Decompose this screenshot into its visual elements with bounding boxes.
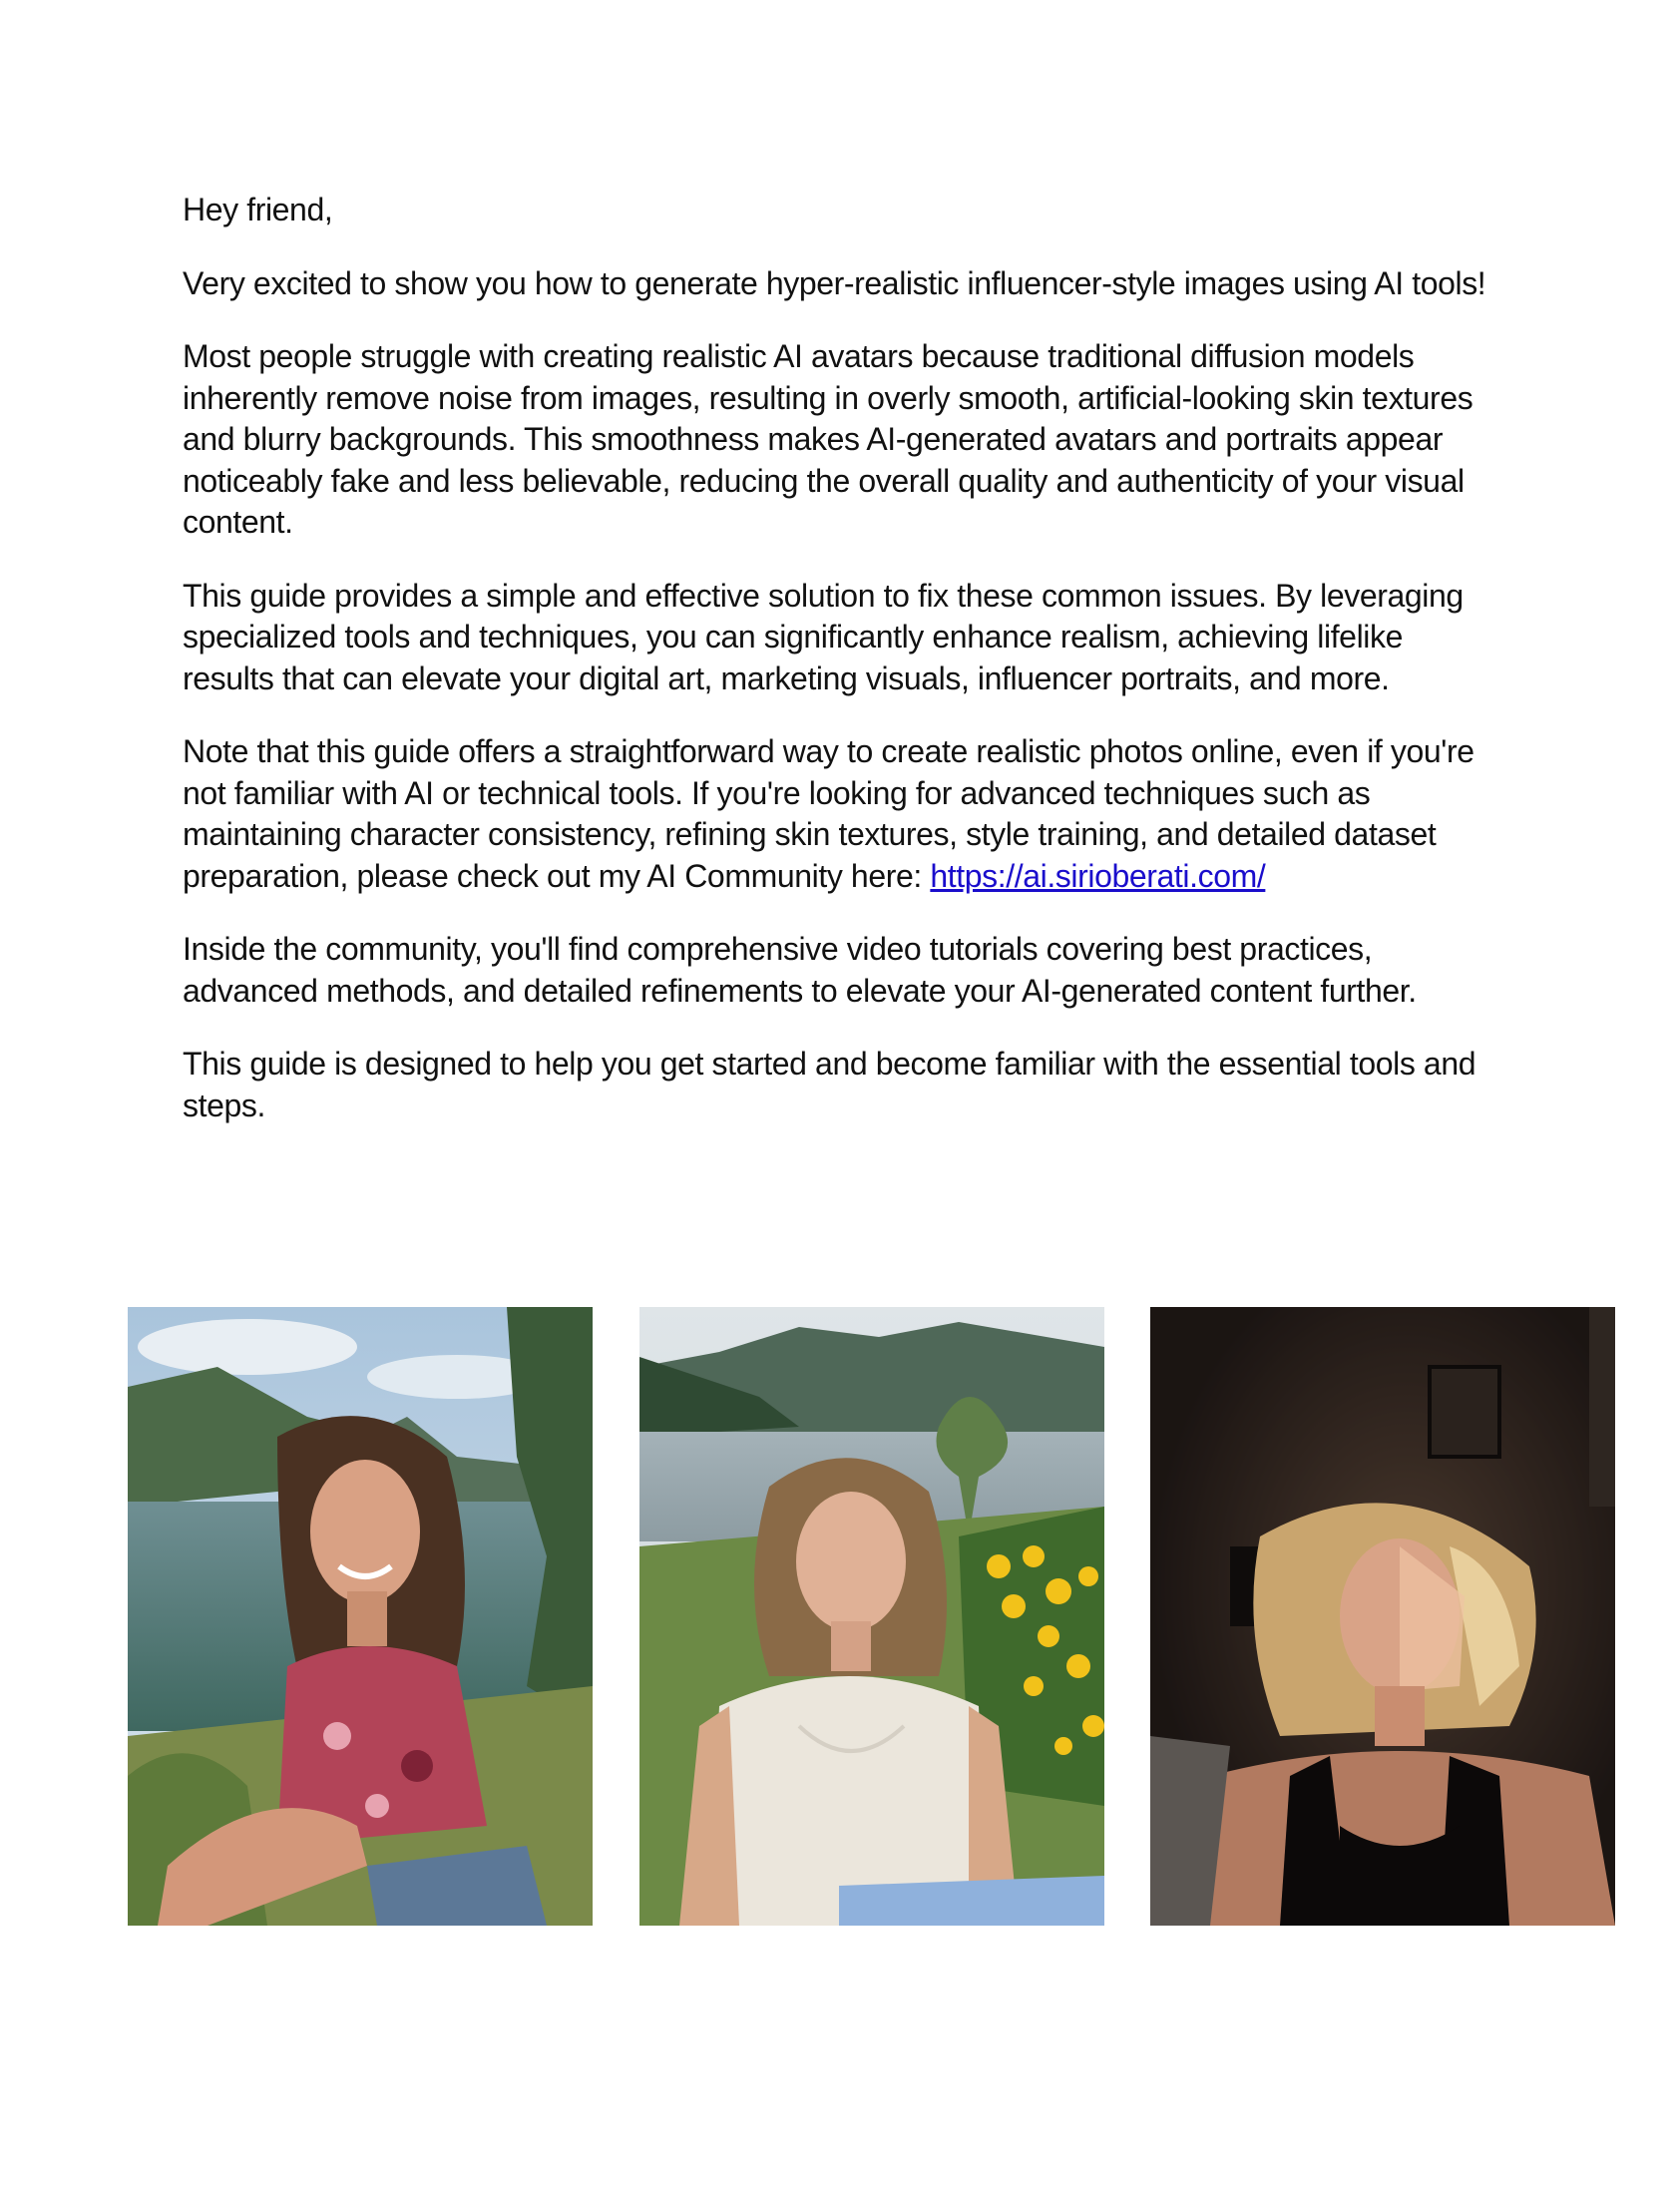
- community-note-text: Note that this guide offers a straightforward way to create realistic photos online, even if you're not familiar with AI or technical tools. If you're looking for advanced techniques such as maintaining character consistency, refining skin textures, style training, and detailed dataset preparation, please check out my AI Community here:: [183, 733, 1474, 894]
- paragraph-problem: Most people struggle with creating realistic AI avatars because traditional diffusion models inherently remove noise from images, resulting in overly smooth, artificial-looking skin textures and blurry backgrounds. This smoothness makes AI-generated avatars and portraits appear noticeably fake and less believable, reducing the overall quality and authenticity of your visual content.: [183, 338, 1473, 540]
- paragraph-community-note: [183, 731, 1489, 897]
- example-photo-lake-flowers: [639, 1307, 1104, 1926]
- example-photo-indoor-sunlight: [1150, 1307, 1615, 1926]
- paragraph-community-content: Inside the community, you'll find comprehensive video tutorials covering best practices, advanced methods, and detailed refinements to elevate your AI-generated content further.: [183, 931, 1417, 1009]
- community-link[interactable]: https://ai.sirioberati.com/: [930, 857, 1266, 894]
- example-photo-lake-smiling: [128, 1307, 593, 1926]
- paragraph-closing: This guide is designed to help you get started and become familiar with the essential tools and steps.: [183, 1046, 1476, 1123]
- paragraph-intro: Very excited to show you how to generate hyper-realistic influencer-style images using AI tools!: [183, 264, 1486, 301]
- letter-body: [183, 190, 1489, 1158]
- paragraph-solution: This guide provides a simple and effective solution to fix these common issues. By leveraging specialized tools and techniques, you can significantly enhance realism, achieving lifelike results that can elevate your digital art, marketing visuals, influencer portraits, and more.: [183, 577, 1464, 696]
- greeting: Hey friend,: [183, 192, 333, 227]
